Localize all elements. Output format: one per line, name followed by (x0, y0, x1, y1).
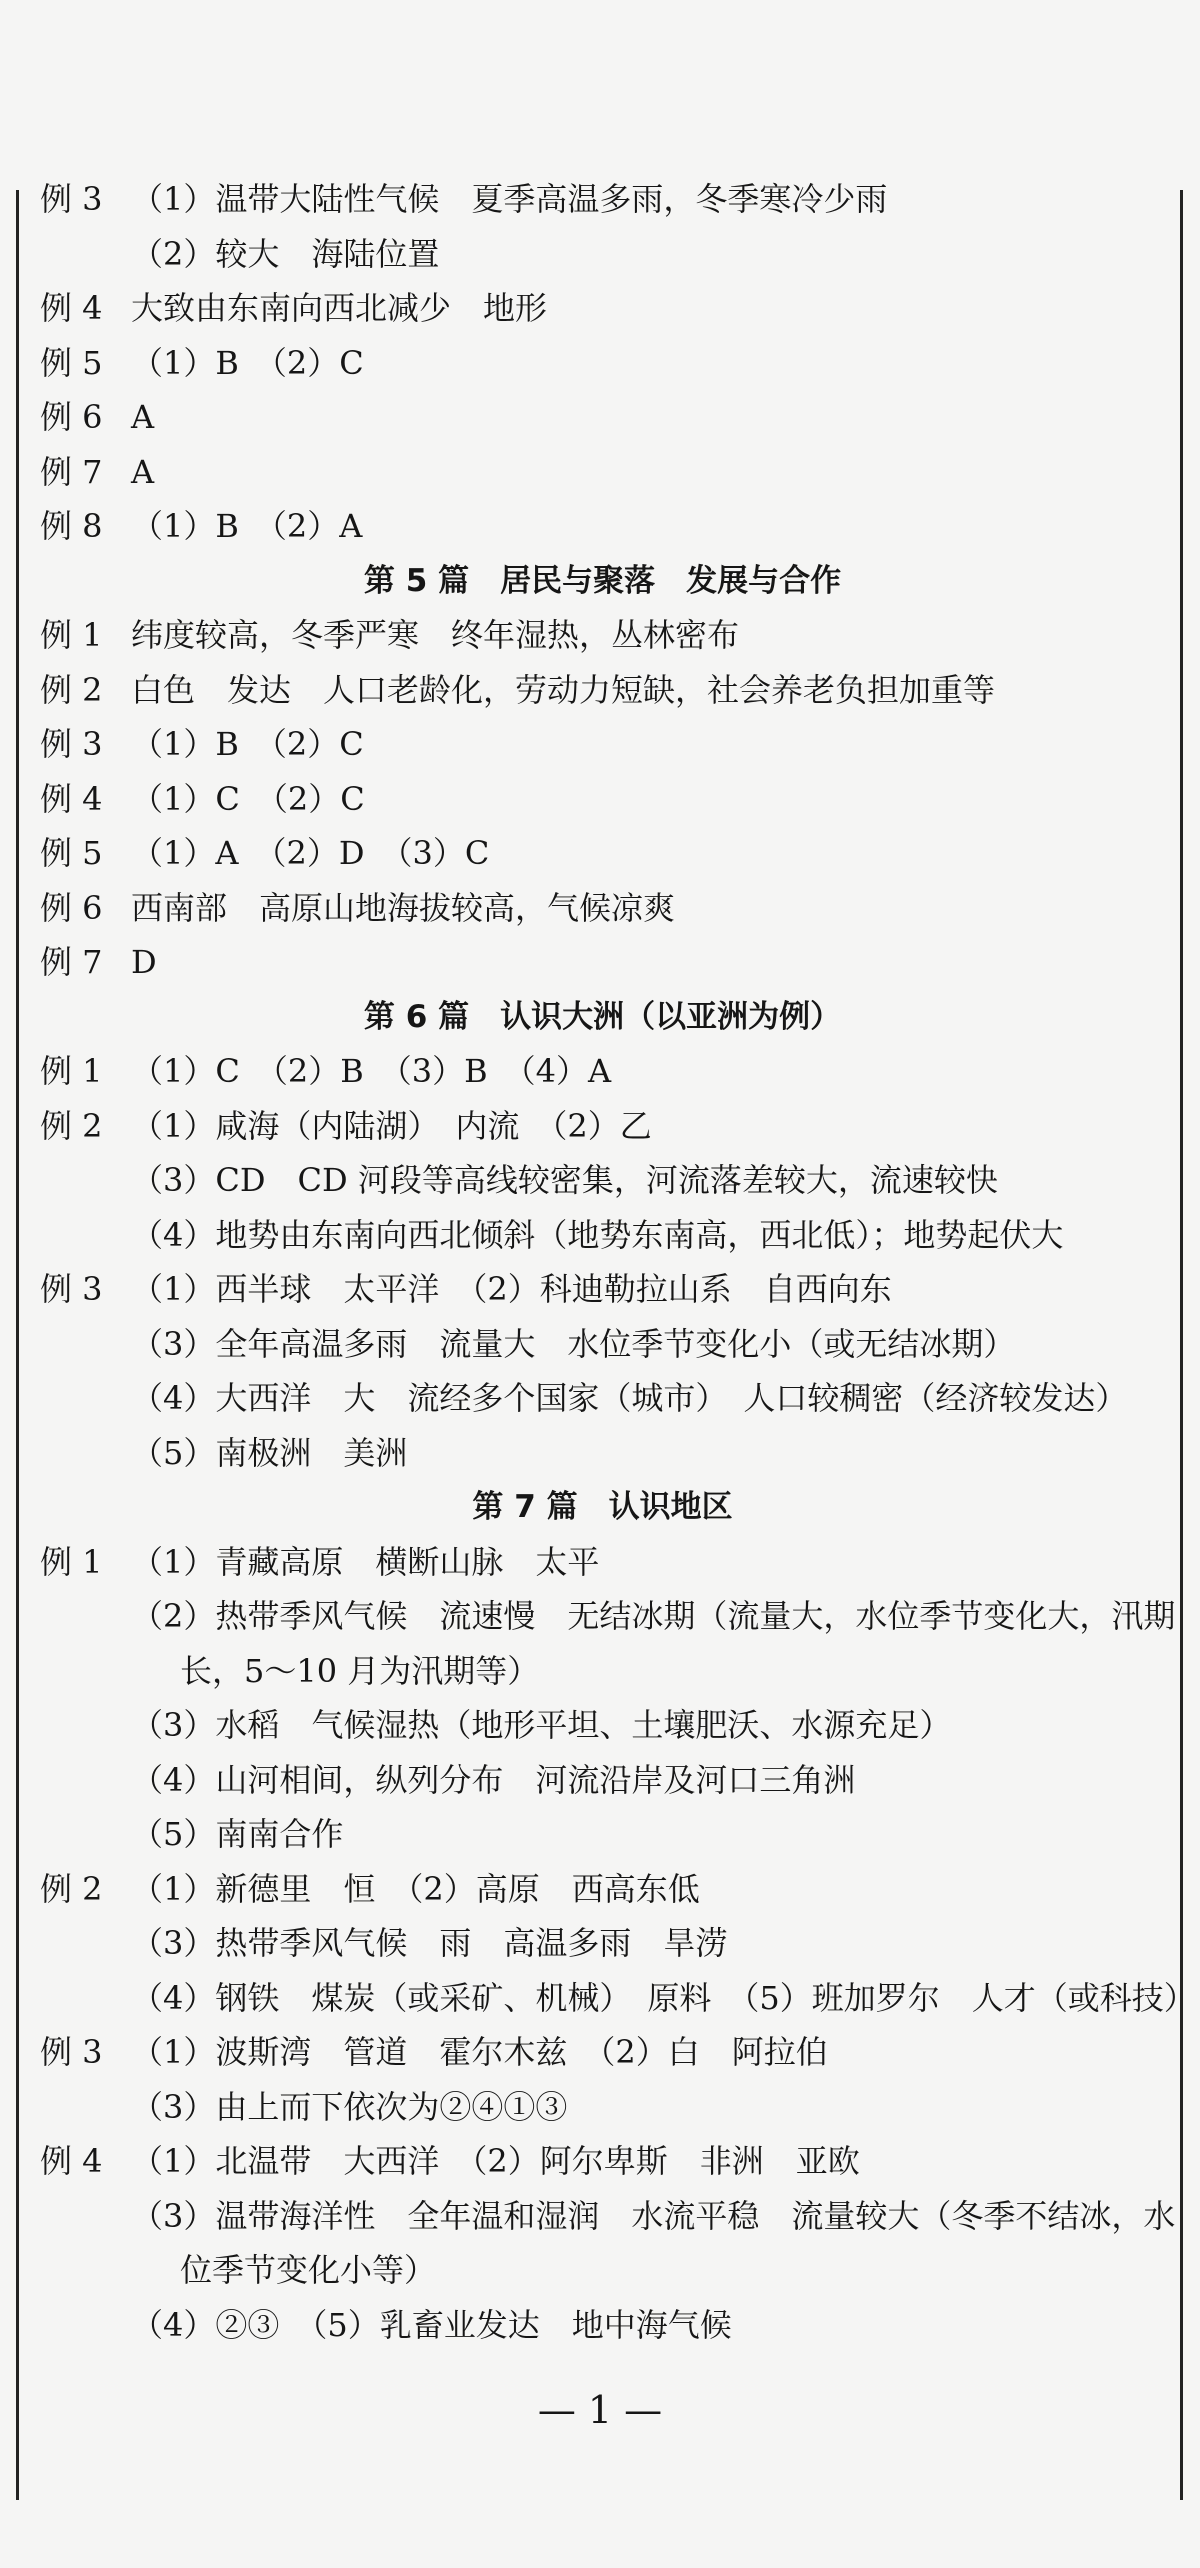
answer-line (40, 1698, 1165, 1753)
answer-text: （3）CD CD 河段等高线较密集，河流落差较大，流速较快 (131, 1161, 998, 1199)
answer-text: A (131, 452, 155, 491)
answer-line (40, 390, 1165, 445)
answer-line (40, 1753, 1165, 1808)
answer-text: （5）南极洲 美洲 (131, 1433, 408, 1472)
answer-text: （1）新德里 恒 （2）高原 西高东低 (131, 1869, 700, 1908)
answer-line (40, 336, 1165, 391)
answer-text: （1）咸海（内陆湖） 内流 （2）乙 (131, 1106, 652, 1145)
example-label: 例 2 (40, 1869, 103, 1908)
answer-line (40, 2243, 1165, 2298)
answer-text: （3）温带海洋性 全年温和湿润 水流平稳 流量较大（冬季不结冰，水 (131, 2196, 1176, 2235)
answer-line (40, 227, 1165, 282)
section-heading: 第 7 篇 认识地区 (472, 1489, 733, 1525)
answer-line (40, 772, 1165, 827)
answer-text: A (131, 398, 155, 436)
answer-text: （3）由上而下依次为②④①③ (131, 2087, 568, 2126)
answer-text: （3）水稻 气候湿热（地形平坦、土壤肥沃、水源充足） (131, 1706, 952, 1744)
answer-text: （1）波斯湾 管道 霍尔木兹 （2）白 阿拉伯 (131, 2033, 828, 2071)
example-label: 例 2 (40, 1106, 103, 1145)
answer-text: 大致由东南向西北减少 地形 (131, 289, 548, 327)
example-label: 例 7 (40, 452, 103, 491)
answer-text: （1）西半球 太平洋 （2）科迪勒拉山系 自西向东 (131, 1270, 892, 1308)
answer-line (40, 1426, 1165, 1481)
answer-text: （1）温带大陆性气候 夏季高温多雨，冬季寒冷少雨 (131, 180, 888, 218)
answer-text: 长，5～10 月为汛期等） (180, 1651, 540, 1690)
answer-line (40, 881, 1165, 936)
example-label: 例 3 (40, 1270, 103, 1308)
answer-text: （3）全年高温多雨 流量大 水位季节变化小（或无结冰期） (131, 1324, 1016, 1363)
example-label: 例 3 (40, 2033, 103, 2071)
answer-line (40, 663, 1165, 718)
example-label: 例 6 (40, 888, 103, 927)
answer-text: （4）钢铁 煤炭（或采矿、机械） 原料 （5）班加罗尔 人才（或科技） (131, 1978, 1196, 2017)
example-label: 例 3 (40, 725, 103, 763)
answer-line (40, 1807, 1165, 1862)
answer-text: D (131, 943, 157, 981)
example-label: 例 4 (40, 2142, 103, 2180)
answer-text: （1）B （2）C (131, 725, 364, 763)
answer-line (40, 1262, 1165, 1317)
answer-line (40, 2298, 1165, 2353)
answer-text: 白色 发达 人口老龄化，劳动力短缺，社会养老负担加重等 (131, 670, 996, 709)
answer-text: 西南部 高原山地海拔较高，气候凉爽 (131, 888, 676, 927)
example-label: 例 8 (40, 507, 103, 545)
answer-line (40, 445, 1165, 500)
answer-line (40, 1862, 1165, 1917)
answer-line (40, 1971, 1196, 2026)
example-label: 例 4 (40, 779, 103, 818)
example-label: 例 6 (40, 398, 103, 436)
answer-line (40, 2080, 1165, 2135)
answer-line (40, 1317, 1165, 1372)
answer-text: 位季节变化小等） (180, 2251, 437, 2289)
example-label: 例 4 (40, 289, 103, 327)
answer-line (40, 826, 1165, 881)
answer-line (40, 1916, 1165, 1971)
answer-line (40, 2189, 1176, 2244)
answer-line (40, 2025, 1165, 2080)
answer-line (40, 1208, 1165, 1263)
answer-text: （1）C （2）B （3）B （4）A (131, 1052, 612, 1090)
left-margin-rule (16, 190, 19, 2500)
answer-line (40, 1371, 1165, 1426)
example-label: 例 3 (40, 180, 103, 218)
answer-line (40, 1589, 1176, 1644)
section-heading: 第 5 篇 居民与聚落 发展与合作 (363, 562, 842, 599)
answer-text: （4）地势由东南向西北倾斜（地势东南高，西北低）；地势起伏大 (131, 1215, 1064, 1254)
answer-line (40, 499, 1165, 554)
example-label: 例 1 (40, 616, 103, 654)
answer-text: （1）A （2）D （3）C (131, 834, 490, 872)
answer-line (40, 1153, 1165, 1208)
answer-line (40, 608, 1165, 663)
answer-text: （1）B （2）A (131, 507, 363, 545)
answer-line (40, 2134, 1165, 2189)
answer-line (40, 1644, 1165, 1699)
answer-line (40, 717, 1165, 772)
example-label: 例 1 (40, 1052, 103, 1090)
answer-text: （1）B （2）C (131, 343, 364, 382)
answer-line (40, 1044, 1165, 1099)
example-label: 例 5 (40, 834, 103, 872)
answer-text: （4）②③ （5）乳畜业发达 地中海气候 (131, 2305, 732, 2344)
answer-line (40, 281, 1165, 336)
answer-line (40, 935, 1165, 990)
page-number: — 1 — (537, 2388, 663, 2432)
example-label: 例 2 (40, 670, 103, 709)
answer-text: （4）大西洋 大 流经多个国家（城市） 人口较稠密（经济较发达） (131, 1379, 1128, 1417)
section-heading: 第 6 篇 认识大洲（以亚洲为例） (363, 998, 842, 1035)
example-label: 例 7 (40, 943, 103, 981)
answer-text: （5）南南合作 (131, 1815, 344, 1853)
answer-text: （2）较大 海陆位置 (131, 234, 440, 273)
answer-text: （2）热带季风气候 流速慢 无结冰期（流量大，水位季节变化大，汛期 (131, 1597, 1176, 1635)
answer-text: （4）山河相间，纵列分布 河流沿岸及河口三角洲 (131, 1760, 856, 1799)
answer-text: （1）C （2）C (131, 779, 365, 818)
answer-text: （3）热带季风气候 雨 高温多雨 旱涝 (131, 1924, 728, 1962)
example-label: 例 1 (40, 1542, 103, 1581)
answer-content (40, 172, 1196, 2352)
example-label: 例 5 (40, 343, 103, 382)
answer-text: 纬度较高，冬季严寒 终年湿热，丛林密布 (131, 616, 740, 654)
answer-text: （1）北温带 大西洋 （2）阿尔卑斯 非洲 亚欧 (131, 2142, 860, 2180)
answer-line (40, 172, 1165, 227)
right-margin-rule (1180, 190, 1183, 2500)
answer-text: （1）青藏高原 横断山脉 太平 (131, 1542, 600, 1581)
answer-line (40, 1535, 1165, 1590)
answer-line (40, 1099, 1165, 1154)
